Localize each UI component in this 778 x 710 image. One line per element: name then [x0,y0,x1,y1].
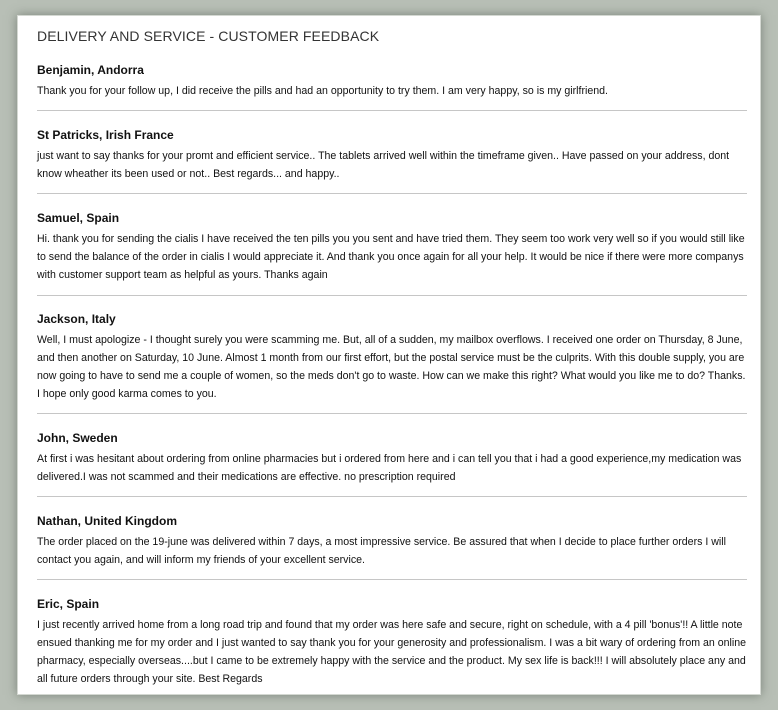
customer-name: Jackson, Italy [37,312,116,326]
customer-name: Nathan, United Kingdom [37,514,177,528]
divider [37,579,747,580]
feedback-text: At first i was hesitant about ordering from online pharmacies but i ordered from here and i can tell you that i had a good experience,my medication was delivered.I was not scammed and their medications are effective. no prescription required [37,453,742,483]
feedback-item [37,312,747,403]
divider [37,193,747,194]
feedback-text: The order placed on the 19-june was delivered within 7 days, a most impressive service. Be assured that when I decide to place further orders I will contact you again, and will inform my friends of your excellent service. [37,536,726,566]
customer-name: John, Sweden [37,431,118,445]
page-title: DELIVERY AND SERVICE - CUSTOMER FEEDBACK [37,28,380,44]
feedback-text: I just recently arrived home from a long road trip and found that my order was here safe and secure, right on schedule, with a 4 pill 'bonus'!! A little note ensued thanking me for my order and I just wanted to say thank you for your generosity and professionalism. I was a bit wary of ordering from an online pharmacy, especially overseas....but I came to be extremely happy with the service and the product. My sex life is back!!! I will absolutely place any and all future orders through your site. Best Regards [37,619,746,685]
divider [37,496,747,497]
feedback-text: Thank you for your follow up, I did receive the pills and had an opportunity to try them. I am very happy, so is my girlfriend. [37,85,608,97]
customer-name: Eric, Spain [37,597,100,611]
divider [37,295,747,296]
customer-name: Samuel, Spain [37,211,120,225]
customer-name: St Patricks, Irish France [37,128,174,142]
feedback-item [37,63,747,100]
feedback-text: Well, I must apologize - I thought surely you were scamming me. But, all of a sudden, my mailbox overflows. I received one order on Thursday, 8 June, and then another on Saturday, 10 June. Almost 1 month from our first effort, but the postal service must be the culprits. With this double supply, you are now going to have to send me a couple of women, so the meds don't go to waste. How can we make this right? What would you like me to do? Thanks. I hope only good karma comes to you. [37,334,746,400]
feedback-item [37,514,747,569]
customer-name: Benjamin, Andorra [37,63,144,77]
feedback-text: Hi. thank you for sending the cialis I have received the ten pills you you sent and have tried them. They seem too work very well so if you would still like to send the balance of the order in cialis I would appreciate it. And thank you once again for all your help. It would be nice if there were more companys with customer support team as helpful as yours. Thanks again [37,233,745,281]
feedback-item [37,431,747,486]
feedback-item [37,128,747,183]
feedback-item [37,211,747,284]
feedback-item [37,597,747,688]
divider [37,413,747,414]
feedback-text: just want to say thanks for your promt and efficient service.. The tablets arrived well within the timeframe given.. Have passed on your address, dont know wheather its been used or not.. Best regards... and happy.. [37,150,730,180]
divider [37,110,747,111]
feedback-panel [17,15,761,695]
